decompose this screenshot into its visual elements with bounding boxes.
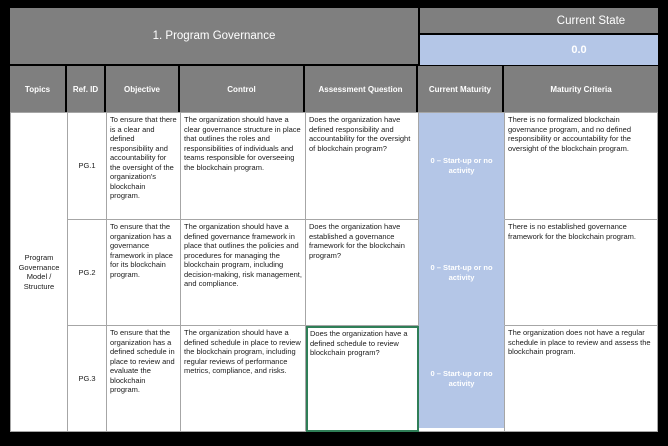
maturity-criteria-cell[interactable]: There is no formalized blockchain governance program, and no defined responsibility or accountability for the oversight of the blockchain program. (505, 113, 658, 220)
objective-cell[interactable]: To ensure that the organization has a defined schedule in place to review and evaluate the blockchain program. (107, 326, 181, 432)
current-state-value-cell[interactable]: 0.0 (420, 35, 658, 65)
objective-cell[interactable]: To ensure that the organization has a governance framework in place for its blockchain program. (107, 220, 181, 326)
column-header-control[interactable]: Control (180, 66, 303, 112)
control-cell[interactable]: The organization should have a defined schedule in place to review the blockchain program, including regular reviews of performance metrics, compliance, and risks. (181, 326, 306, 432)
objective-cell[interactable]: To ensure that there is a clear and defined responsibility and accountability for the oversight of the organization's blockchain program. (107, 113, 181, 220)
current-maturity-cell[interactable]: 0 – Start-up or no activity (419, 220, 505, 326)
column-header-topics[interactable]: Topics (10, 66, 65, 112)
control-cell[interactable]: The organization should have a defined governance framework in place that outlines the policies and procedures for managing the blockchain program, including decision-making, risk management, and compliance. (181, 220, 306, 326)
current-maturity-cell[interactable]: 0 – Start-up or no activity (419, 326, 505, 432)
ref-id-cell[interactable]: PG.3 (68, 326, 107, 432)
column-header-current-maturity[interactable]: Current Maturity (418, 66, 502, 112)
topics-group-cell[interactable]: Program Governance Model / Structure (11, 113, 68, 432)
maturity-criteria-cell[interactable]: There is no established governance framework for the blockchain program. (505, 220, 658, 326)
governance-assessment-table (10, 8, 658, 432)
ref-id-cell[interactable]: PG.1 (68, 113, 107, 220)
column-header-objective[interactable]: Objective (106, 66, 178, 112)
current-state-header-cell[interactable]: Current State (420, 8, 658, 33)
column-header-assessment-question[interactable]: Assessment Question (305, 66, 416, 112)
ref-id-cell[interactable]: PG.2 (68, 220, 107, 326)
assessment-question-cell[interactable]: Does the organization have established a governance framework for the blockchain program? (306, 220, 419, 326)
assessment-question-cell[interactable]: Does the organization have defined responsibility and accountability for the oversight of blockchain program? (306, 113, 419, 220)
column-header-maturity-criteria[interactable]: Maturity Criteria (504, 66, 658, 112)
table-body (10, 112, 658, 432)
current-maturity-cell[interactable]: 0 – Start-up or no activity (419, 113, 505, 220)
maturity-criteria-cell[interactable]: The organization does not have a regular schedule in place to review and assess the blockchain program. (505, 326, 658, 432)
assessment-question-cell-selected[interactable]: Does the organization have a defined schedule to review blockchain program? (306, 326, 419, 432)
section-title-cell[interactable]: 1. Program Governance (10, 8, 418, 64)
control-cell[interactable]: The organization should have a clear governance structure in place that outlines the roles and responsibilities of individuals and teams responsible for overseeing the blockchain program. (181, 113, 306, 220)
column-header-ref-id[interactable]: Ref. ID (67, 66, 104, 112)
